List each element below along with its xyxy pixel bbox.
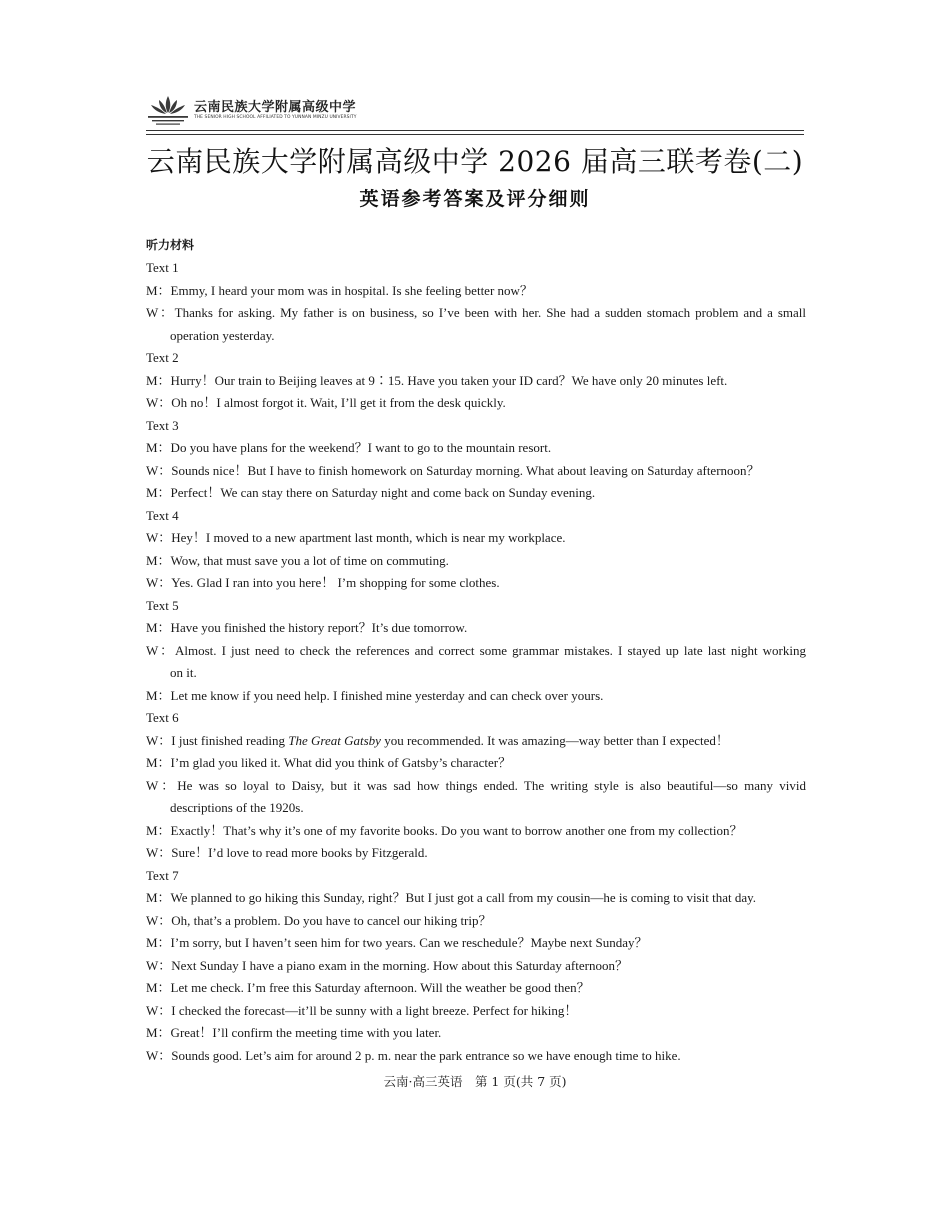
transcript-line	[146, 775, 806, 798]
transcript-line	[146, 617, 806, 640]
text-heading	[146, 415, 806, 438]
listening-transcript	[146, 257, 806, 1067]
transcript-line	[146, 640, 806, 663]
line-text: M：Let me know if you need help. I finished mine yesterday and can check over yours.	[146, 687, 604, 703]
transcript-line	[146, 1045, 806, 1068]
exam-title: 云南民族大学附属高级中学 2026 届高三联考卷(二)	[146, 145, 804, 178]
line-text: W：Thanks for asking. My father is on business, so I’ve been with her. She had a sudden stomach problem and a small	[146, 305, 806, 320]
school-logo	[146, 92, 356, 128]
line-text: M：Emmy, I heard your mom was in hospital. Is she feeling better now？	[146, 282, 533, 298]
transcript-line	[146, 730, 806, 753]
text-heading	[146, 505, 806, 528]
transcript-line	[146, 325, 806, 348]
text-heading	[146, 347, 806, 370]
transcript-line	[146, 302, 806, 325]
transcript-line	[146, 482, 806, 505]
line-text: W：Oh, that’s a problem. Do you have to cancel our hiking trip？	[146, 912, 492, 928]
line-text: M：We planned to go hiking this Sunday, right？But I just got a call from my cousin—he is coming to visit that day.	[146, 890, 757, 905]
line-text: M：Hurry！Our train to Beijing leaves at 9∶15. Have you taken your ID card？We have only 20 minutes left.	[146, 372, 728, 388]
transcript-line	[146, 820, 806, 843]
transcript-line	[146, 1022, 806, 1045]
exam-subtitle: 英语参考答案及评分细则	[359, 188, 591, 210]
lotus-emblem-icon	[146, 92, 190, 126]
line-text: descriptions of the 1920s.	[170, 800, 304, 815]
page-footer: 云南·高三英语 第 1 页(共 7 页)	[383, 1074, 567, 1089]
transcript-line	[146, 887, 806, 910]
transcript-line	[146, 910, 806, 933]
line-text: W：I just finished reading	[146, 732, 289, 748]
school-logo-name: 云南民族大学附属高级中学	[194, 100, 357, 115]
line-text: W：Almost. I just need to check the references and correct some grammar mistakes. I stayed up late last night working	[146, 642, 806, 658]
line-text-after: you recommended. It was amazing—way better than I expected！	[380, 732, 729, 748]
transcript-line	[146, 977, 806, 1000]
transcript-line	[146, 572, 806, 595]
transcript-line	[146, 550, 806, 573]
transcript-line	[146, 460, 806, 483]
line-text: W：Oh no！I almost forgot it. Wait, I’ll get it from the desk quickly.	[146, 395, 506, 410]
transcript-line	[146, 685, 806, 708]
line-text: M：I’m sorry, but I haven’t seen him for two years. Can we reschedule？Maybe next Sunday？	[146, 935, 648, 950]
line-text: Text 6	[146, 710, 179, 725]
line-text: W：Sounds nice！But I have to finish homework on Saturday morning. What about leaving on Saturday afternoon？	[146, 462, 760, 478]
line-text: Text 1	[146, 260, 179, 275]
transcript-line	[146, 932, 806, 955]
section-heading: 听力材料	[146, 238, 195, 252]
line-text: M：Exactly！That’s why it’s one of my favorite books. Do you want to borrow another one from my collection？	[146, 822, 743, 838]
line-text: Text 3	[146, 417, 179, 433]
text-heading	[146, 257, 806, 280]
line-text: W：Sure！I’d love to read more books by Fitzgerald.	[146, 845, 428, 860]
line-text: Text 5	[146, 597, 179, 613]
line-text: M：Perfect！We can stay there on Saturday night and come back on Sunday evening.	[146, 485, 596, 500]
line-text: M：Have you finished the history report？It’s due tomorrow.	[146, 620, 468, 635]
text-heading	[146, 707, 806, 730]
text-heading	[146, 865, 806, 888]
transcript-line	[146, 1000, 806, 1023]
transcript-line	[146, 842, 806, 865]
transcript-line	[146, 392, 806, 415]
text-heading	[146, 595, 806, 618]
transcript-line	[146, 797, 806, 820]
line-text: W：Yes. Glad I ran into you here！ I’m shopping for some clothes.	[146, 575, 500, 590]
line-text: W：Sounds good. Let’s aim for around 2 p. m. near the park entrance so we have enough time to hike.	[146, 1047, 681, 1063]
line-text: M：Wow, that must save you a lot of time on commuting.	[146, 552, 449, 568]
transcript-line	[146, 280, 806, 303]
transcript-line	[146, 527, 806, 550]
line-text: M：I’m glad you liked it. What did you think of Gatsby’s character？	[146, 755, 512, 770]
book-title: The Great Gatsby	[288, 732, 381, 748]
line-text: M：Do you have plans for the weekend？I want to go to the mountain resort.	[146, 440, 552, 455]
line-text: operation yesterday.	[170, 327, 275, 343]
transcript-line	[146, 437, 806, 460]
transcript-line	[146, 752, 806, 775]
line-text: M：Great！I’ll confirm the meeting time with you later.	[146, 1025, 442, 1040]
line-text: Text 2	[146, 350, 179, 365]
line-text: Text 4	[146, 507, 179, 523]
line-text: W：Hey！I moved to a new apartment last month, which is near my workplace.	[146, 530, 566, 545]
transcript-line	[146, 662, 806, 685]
school-logo-english: THE SENIOR HIGH SCHOOL AFFILIATED TO YUNNAN MINZU UNIVERSITY	[194, 115, 357, 120]
line-text: M：Let me check. I’m free this Saturday afternoon. Will the weather be good then？	[146, 980, 590, 995]
transcript-line	[146, 370, 806, 393]
line-text: on it.	[170, 665, 197, 680]
line-text: W：Next Sunday I have a piano exam in the morning. How about this Saturday afternoon？	[146, 957, 628, 973]
transcript-line	[146, 955, 806, 978]
header-rule-thick	[146, 130, 804, 131]
line-text: W：I checked the forecast—it’ll be sunny with a light breeze. Perfect for hiking！	[146, 1002, 578, 1018]
header-rule-thin	[146, 134, 804, 135]
line-text: W：He was so loyal to Daisy, but it was sad how things ended. The writing style is also beautiful—so many vivid	[146, 777, 806, 793]
line-text: Text 7	[146, 867, 179, 883]
